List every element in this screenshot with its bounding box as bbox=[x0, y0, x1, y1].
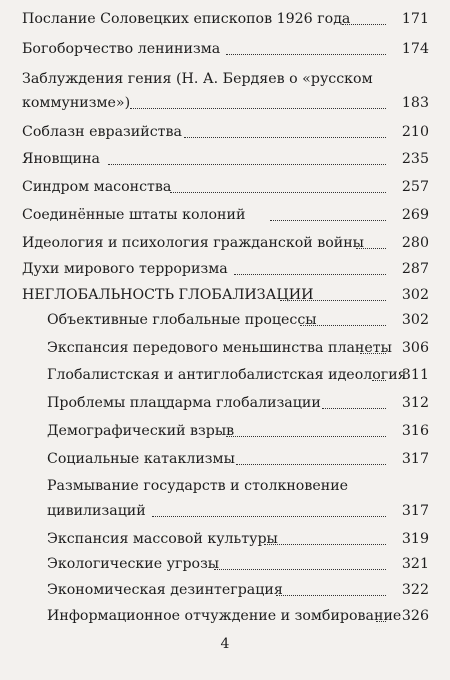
toc-entry-title: Синдром масонства bbox=[22, 179, 172, 195]
toc-subentry bbox=[0, 313, 450, 343]
toc-entry bbox=[0, 152, 450, 182]
toc-entry-title: Глобалистская и антиглобалистская идеология bbox=[47, 367, 407, 383]
toc-entry-page: 311 bbox=[401, 367, 429, 383]
toc-entry-page: 183 bbox=[401, 95, 429, 111]
toc-leader-dots bbox=[270, 220, 386, 221]
toc-entry-page: 235 bbox=[401, 151, 429, 167]
toc-entry-page: 317 bbox=[401, 451, 429, 467]
toc-leader-dots bbox=[264, 544, 386, 545]
toc-subentry bbox=[0, 609, 450, 639]
toc-entry-title: Духи мирового терроризма bbox=[22, 261, 228, 277]
toc-leader-dots bbox=[226, 54, 386, 55]
toc-leader-dots bbox=[234, 274, 386, 275]
toc-entry-title: Информационное отчуждение и зомбирование bbox=[47, 608, 402, 624]
toc-entry-title-continued: цивилизаций bbox=[47, 503, 146, 519]
toc-entry-title: Проблемы плацдарма глобализации bbox=[47, 395, 321, 411]
toc-entry-title: Демографический взрыв bbox=[47, 423, 235, 439]
toc-entry-page: 306 bbox=[401, 340, 429, 356]
toc-subentry bbox=[0, 368, 450, 398]
toc-entry-title: Богоборчество ленинизма bbox=[22, 41, 221, 57]
toc-entry-title: Яновщина bbox=[22, 151, 101, 167]
toc-leader-dots bbox=[276, 595, 386, 596]
toc-entry bbox=[0, 180, 450, 210]
toc-entry-title: Экологические угрозы bbox=[47, 556, 220, 572]
toc-entry bbox=[0, 72, 450, 124]
toc-leader-dots bbox=[356, 248, 386, 249]
toc-subentry bbox=[0, 424, 450, 454]
toc-entry-page: 312 bbox=[401, 395, 429, 411]
toc-entry-page: 174 bbox=[401, 41, 429, 57]
toc-leader-dots bbox=[236, 464, 386, 465]
toc-entry-page: 257 bbox=[401, 179, 429, 195]
toc-entry-title: Экономическая дезинтеграция bbox=[47, 582, 283, 598]
toc-entry-page: 269 bbox=[401, 207, 429, 223]
toc-entry-title: Идеология и психология гражданской войны bbox=[22, 235, 364, 251]
toc-leader-dots bbox=[300, 325, 386, 326]
toc-entry-title: Размывание государств и столкновение bbox=[47, 478, 349, 494]
toc-entry-title: Заблуждения гения (Н. А. Бердяев о «русском bbox=[22, 71, 373, 87]
toc-entry-title: Послание Соловецких епископов 1926 года bbox=[22, 11, 351, 27]
toc-entry-page: 210 bbox=[401, 124, 429, 140]
toc-entry bbox=[0, 208, 450, 238]
toc-entry-title: Объективные глобальные процессы bbox=[47, 312, 317, 328]
toc-leader-dots bbox=[322, 408, 386, 409]
toc-leader-dots bbox=[372, 380, 386, 381]
toc-entry-page: 302 bbox=[401, 287, 429, 303]
toc-entry-page: 287 bbox=[401, 261, 429, 277]
toc-subentry bbox=[0, 396, 450, 426]
toc-entry-title: Экспансия передового меньшинства планеты bbox=[47, 340, 392, 356]
toc-leader-dots bbox=[130, 108, 386, 109]
toc-entry-page: 321 bbox=[401, 556, 429, 572]
toc-leader-dots bbox=[214, 569, 386, 570]
toc-leader-dots bbox=[170, 192, 386, 193]
toc-entry-page: 326 bbox=[401, 608, 429, 624]
toc-leader-dots bbox=[376, 621, 386, 622]
toc-entry-title: Социальные катаклизмы bbox=[47, 451, 235, 467]
toc-entry-page: 322 bbox=[401, 582, 429, 598]
toc-leader-dots bbox=[280, 300, 386, 301]
toc-entry-page: 319 bbox=[401, 531, 429, 547]
toc-leader-dots bbox=[360, 353, 386, 354]
toc-entry-page: 302 bbox=[401, 312, 429, 328]
toc-leader-dots bbox=[184, 137, 386, 138]
toc-entry-title: Соединённые штаты колоний bbox=[22, 207, 246, 223]
toc-entry bbox=[0, 12, 450, 42]
toc-entry-title: Экспансия массовой культуры bbox=[47, 531, 278, 547]
toc-leader-dots bbox=[226, 436, 386, 437]
toc-leader-dots bbox=[342, 24, 386, 25]
toc-entry-title: НЕГЛОБАЛЬНОСТЬ ГЛОБАЛИЗАЦИИ bbox=[22, 287, 314, 303]
toc-entry-title-continued: коммунизме») bbox=[22, 95, 131, 111]
toc-leader-dots bbox=[108, 164, 386, 165]
toc-entry-page: 317 bbox=[401, 503, 429, 519]
toc-entry-page: 171 bbox=[401, 11, 429, 27]
page-number: 4 bbox=[220, 636, 230, 652]
toc-entry-page: 280 bbox=[401, 235, 429, 251]
toc-subentry bbox=[0, 479, 450, 531]
toc-entry-title: Соблазн евразийства bbox=[22, 124, 182, 140]
toc-entry-page: 316 bbox=[401, 423, 429, 439]
toc-entry bbox=[0, 42, 450, 72]
toc-leader-dots bbox=[152, 516, 386, 517]
